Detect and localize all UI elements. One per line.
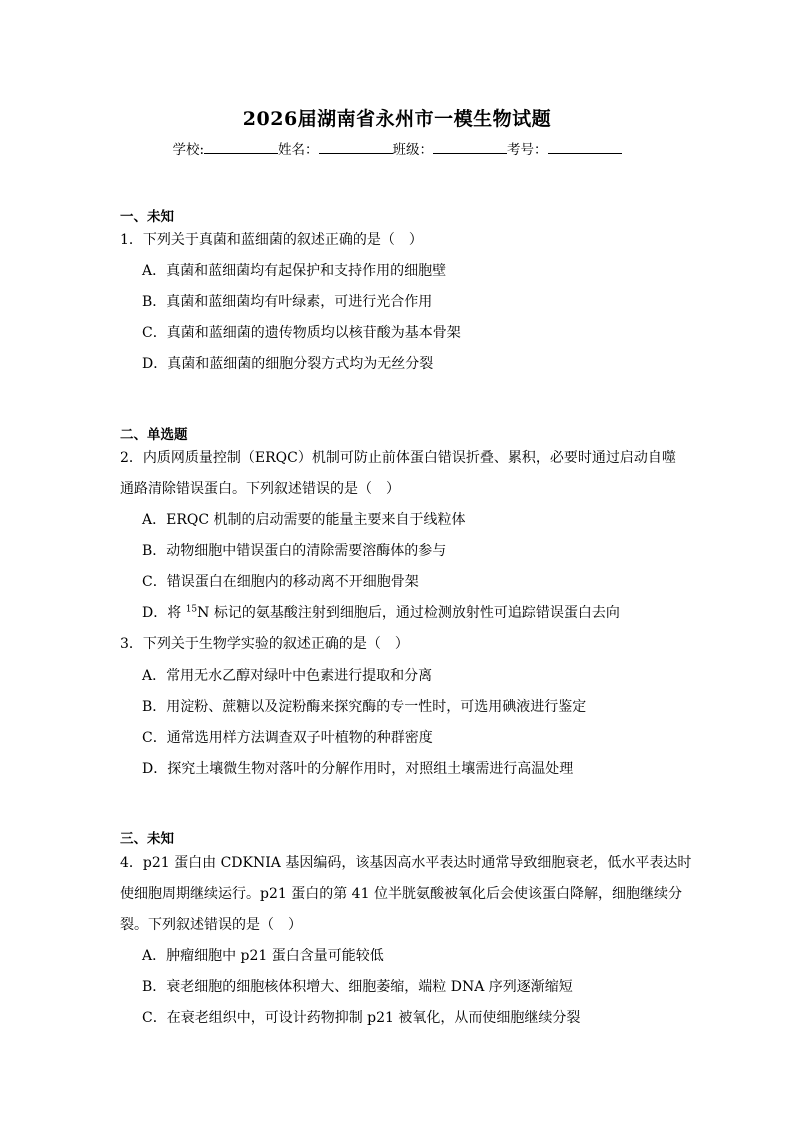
question-2-option-d (142, 602, 682, 622)
class-blank[interactable] (433, 140, 507, 154)
school-blank[interactable] (204, 140, 278, 154)
question-4-stem-line-3: 裂。下列叙述错误的是（ ） (120, 917, 302, 933)
section-heading: 三、未知 (120, 831, 174, 847)
question-3-stem: 3．下列关于生物学实验的叙述正确的是（ ） (120, 636, 409, 652)
page-title: 2026届湖南省永州市一模生物试题 (242, 108, 552, 130)
question-2-option-b: B．动物细胞中错误蛋白的清除需要溶酶体的参与 (142, 543, 447, 559)
isotope-mass-number: 15 (185, 604, 198, 615)
question-2-option-a: A．ERQC 机制的启动需要的能量主要来自于线粒体 (142, 512, 466, 528)
question-1-option-b: B．真菌和蓝细菌均有叶绿素，可进行光合作用 (142, 294, 433, 310)
question-1-option-d: D．真菌和蓝细菌的细胞分裂方式均为无丝分裂 (142, 356, 434, 372)
section-heading: 二、单选题 (120, 427, 188, 443)
option-d-suffix: N 标记的氨基酸注射到细胞后，通过检测放射性可追踪错误蛋白去向 (197, 605, 620, 621)
option-d-prefix: D．将 (142, 605, 186, 621)
question-4-option-b: B．衰老细胞的细胞核体积增大、细胞萎缩，端粒 DNA 序列逐渐缩短 (142, 979, 573, 995)
school-label: 学校: (172, 142, 205, 158)
question-1-option-a: A．真菌和蓝细菌均有起保护和支持作用的细胞壁 (142, 263, 447, 279)
question-4-option-a: A．肿瘤细胞中 p21 蛋白含量可能较低 (142, 948, 384, 964)
class-label: 班级： (392, 142, 434, 158)
question-2-stem-line-1: 2．内质网质量控制（ERQC）机制可防止前体蛋白错误折叠、累积，必要时通过启动自噬 (120, 450, 676, 466)
name-label: 姓名： (278, 142, 319, 158)
question-4-stem-line-1: 4．p21 蛋白由 CDKNIA 基因编码，该基因高水平表达时通常导致细胞衰老，低水平表达时 (120, 855, 692, 871)
question-2-option-c: C．错误蛋白在细胞内的移动离不开细胞骨架 (142, 574, 419, 590)
question-1-stem: 1．下列关于真菌和蓝细菌的叙述正确的是（ ） (120, 232, 423, 248)
student-info-line (0, 138, 794, 158)
question-3-option-a: A．常用无水乙醇对绿叶中色素进行提取和分离 (142, 668, 433, 684)
question-4-option-c: C．在衰老组织中，可设计药物抑制 p21 被氧化，从而使细胞继续分裂 (142, 1010, 581, 1026)
number-blank[interactable] (548, 140, 622, 154)
question-3-option-c: C．通常选用样方法调查双子叶植物的种群密度 (142, 730, 433, 746)
question-3-option-d: D．探究土壤微生物对落叶的分解作用时，对照组土壤需进行高温处理 (142, 761, 574, 777)
question-3-option-b: B．用淀粉、蔗糖以及淀粉酶来探究酶的专一性时，可选用碘液进行鉴定 (142, 699, 587, 715)
name-blank[interactable] (319, 140, 393, 154)
question-4-stem-line-2: 使细胞周期继续运行。p21 蛋白的第 41 位半胱氨酸被氧化后会使该蛋白降解，细胞继续分 (120, 886, 682, 902)
number-label: 考号： (507, 142, 548, 158)
question-1-option-c: C．真菌和蓝细菌的遗传物质均以核苷酸为基本骨架 (142, 325, 461, 341)
section-heading: 一、未知 (120, 209, 174, 225)
question-2-stem-line-2: 通路清除错误蛋白。下列叙述错误的是（ ） (120, 481, 400, 497)
